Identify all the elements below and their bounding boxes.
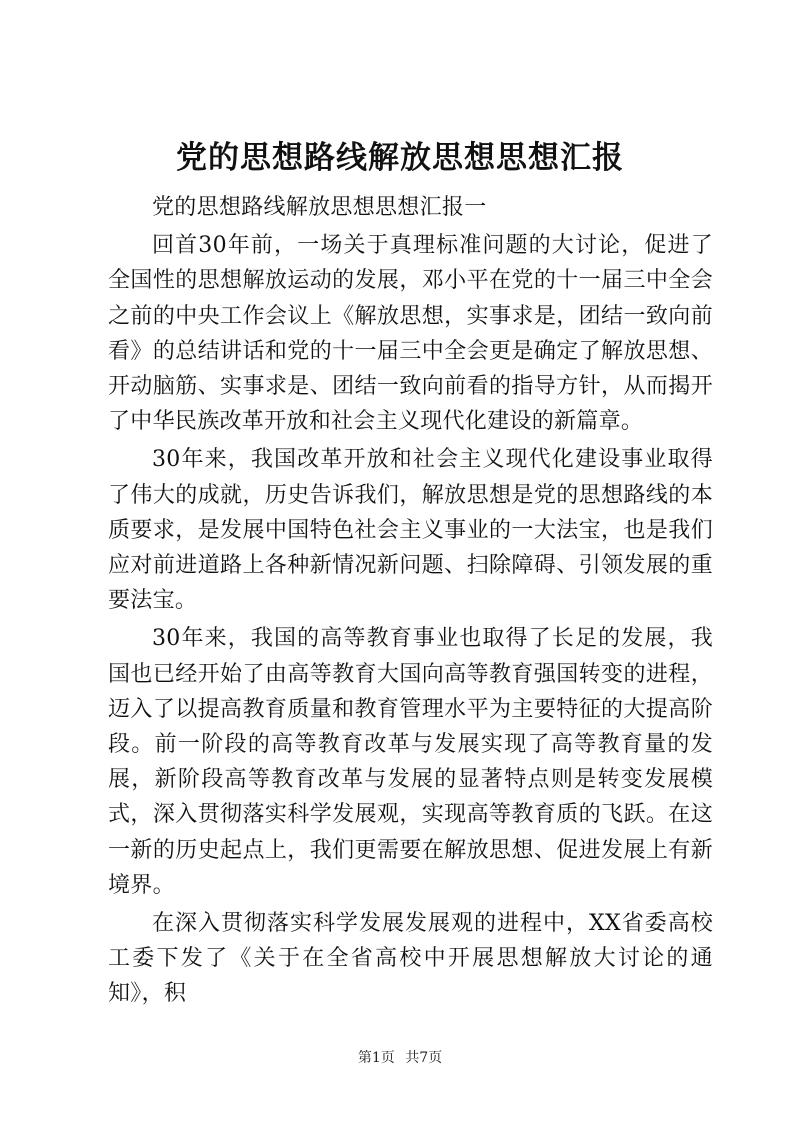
page-total: 共7页	[405, 1050, 443, 1066]
paragraph-subtitle: 党的思想路线解放思想思想汇报一	[152, 195, 487, 220]
page-footer	[0, 1047, 800, 1067]
page-number: 第1页	[357, 1050, 395, 1066]
paragraph: 回首30年前，一场关于真理标准问题的大讨论，促进了全国性的思想解放运动的发展，邓小平在党的十一届三中全会之前的中央工作会议上《解放思想，实事求是，团结一致向前看》的总结讲话和党的十一届三中全会更是确定了解放思想、开动脑筋、实事求是、团结一致向前看的指导方针，从而揭开了中华民族改革开放和社会主义现代化建设的新篇章。	[108, 233, 713, 435]
document-title: 党的思想路线解放思想思想汇报	[176, 140, 624, 176]
paragraph: 30年来，我国改革开放和社会主义现代化建设事业取得了伟大的成就，历史告诉我们，解放思想是党的思想路线的本质要求，是发展中国特色社会主义事业的一大法宝，也是我们应对前进道路上各种新情况新问题、扫除障碍、引领发展的重要法宝。	[108, 447, 713, 614]
paragraph: 30年来，我国的高等教育事业也取得了长足的发展，我国也已经开始了由高等教育大国向高等教育强国转变的进程，迈入了以提高教育质量和教育管理水平为主要特征的大提高阶段。前一阶段的高等教育改革与发展实现了高等教育量的发展，新阶段高等教育改革与发展的显著特点则是转变发展模式，深入贯彻落实科学发展观，实现高等教育质的飞跃。在这一新的历史起点上，我们更需要在解放思想、促进发展上有新境界。	[108, 626, 713, 898]
document-body	[108, 190, 713, 1015]
paragraph: 在深入贯彻落实科学发展发展观的进程中，XX省委高校工委下发了《关于在全省高校中开展思想解放大讨论的通知》，积	[108, 911, 713, 1007]
